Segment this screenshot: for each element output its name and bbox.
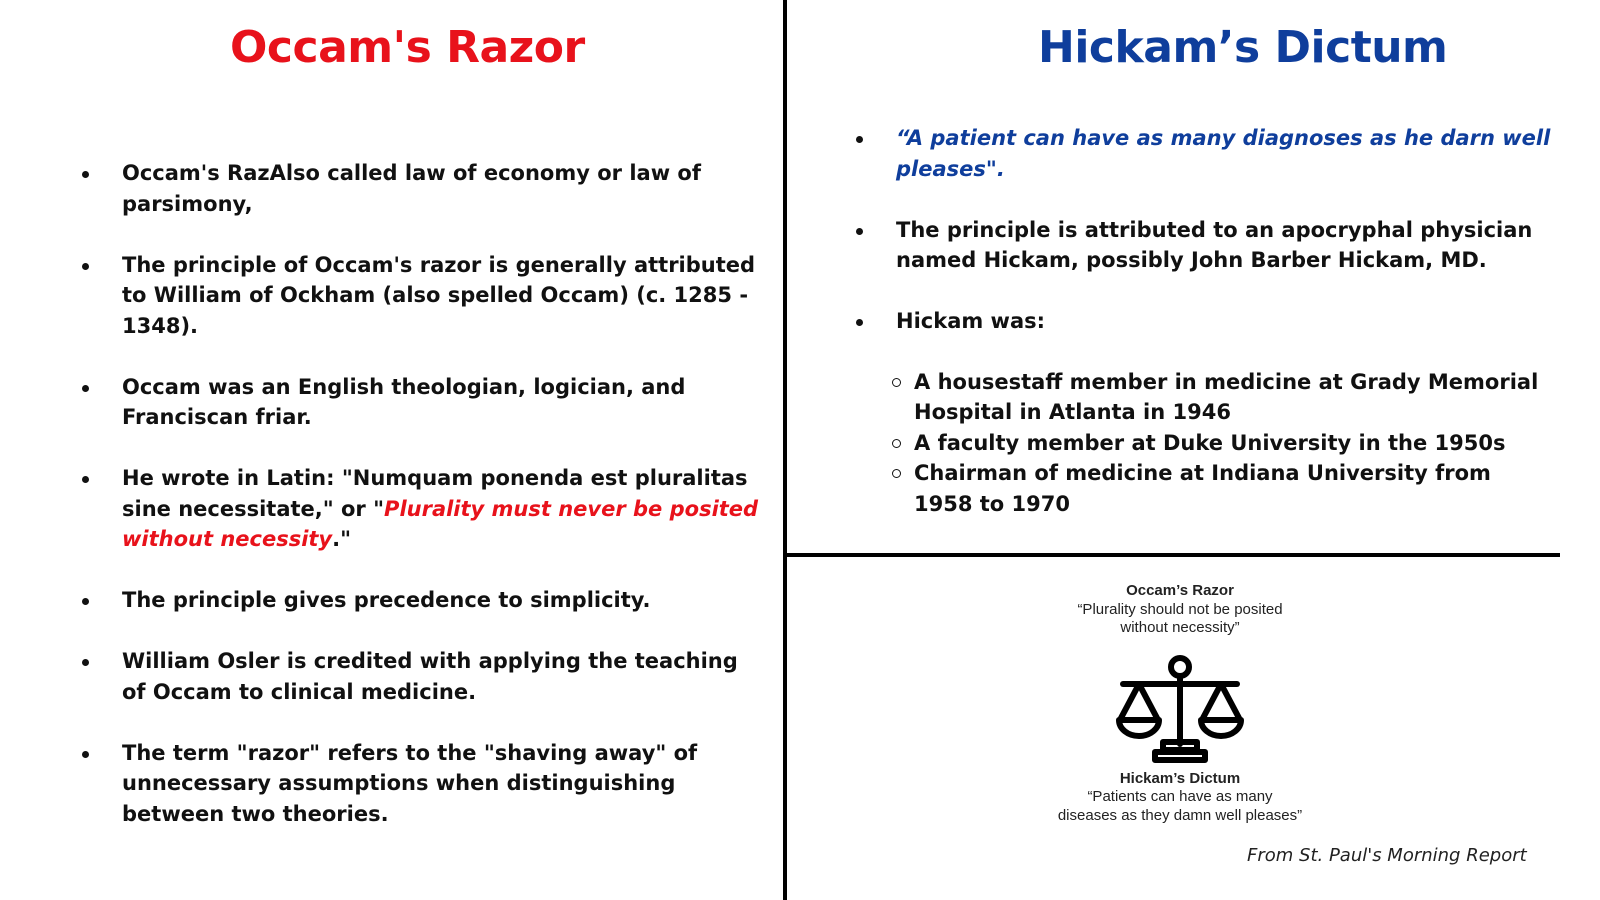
- list-item: [100, 463, 760, 555]
- occams-razor-list: [100, 158, 760, 860]
- hickams-dictum-list: [874, 123, 1554, 550]
- figure-occam-title: Occam’s Razor: [1126, 582, 1234, 599]
- list-item: Occam's RazAlso called law of economy or law of parsimony,: [100, 158, 760, 219]
- hickam-was-label: Hickam was:: [896, 309, 1046, 333]
- latin-quote-text: He wrote in Latin: "Numquam ponenda est pluralitas sine necessitate," or ": [122, 466, 748, 521]
- sub-list-item: A faculty member at Duke University in the 1950s: [896, 428, 1554, 459]
- sub-list-item: Chairman of medicine at Indiana University from 1958 to 1970: [896, 458, 1554, 519]
- razor-vs-dictum-figure: [1040, 582, 1320, 825]
- hickam-roles-list: [896, 367, 1554, 520]
- list-item: The principle of Occam's razor is generally attributed to William of Ockham (also spelled Occam) (c. 1285 - 1348).: [100, 250, 760, 342]
- hickam-quote: “A patient can have as many diagnoses as he darn well pleases".: [896, 126, 1551, 181]
- vertical-divider: [783, 0, 787, 900]
- list-item: The term "razor" refers to the "shaving away" of unnecessary assumptions when distinguishing between two theories.: [100, 738, 760, 830]
- occams-razor-title: Occam's Razor: [230, 22, 585, 73]
- latin-quote-suffix: .": [332, 527, 352, 551]
- list-item: [874, 306, 1554, 519]
- list-item: The principle is attributed to an apocryphal physician named Hickam, possibly John Barber Hickam, MD.: [874, 215, 1554, 276]
- figure-occam-quote: “Plurality should not be posited without necessity”: [1077, 600, 1283, 636]
- plurality-highlight: Plurality must never be posited without necessity: [122, 496, 759, 551]
- list-item: William Osler is credited with applying the teaching of Occam to clinical medicine.: [100, 646, 760, 707]
- sub-list-item: A housestaff member in medicine at Grady Memorial Hospital in Atlanta in 1946: [896, 367, 1554, 428]
- figure-hickam-title: Hickam’s Dictum: [1119, 769, 1241, 787]
- hickams-dictum-title: Hickam’s Dictum: [1038, 22, 1448, 73]
- horizontal-divider: [787, 553, 1560, 557]
- source-credit: From St. Paul's Morning Report: [1247, 845, 1527, 866]
- scales-of-justice-icon: [1115, 654, 1245, 764]
- list-item: [874, 123, 1554, 184]
- figure-hickam-quote: “Patients can have as many diseases as they damn well pleases”: [1057, 788, 1303, 824]
- list-item: Occam was an English theologian, logician, and Franciscan friar.: [100, 372, 760, 433]
- list-item: The principle gives precedence to simplicity.: [100, 585, 760, 616]
